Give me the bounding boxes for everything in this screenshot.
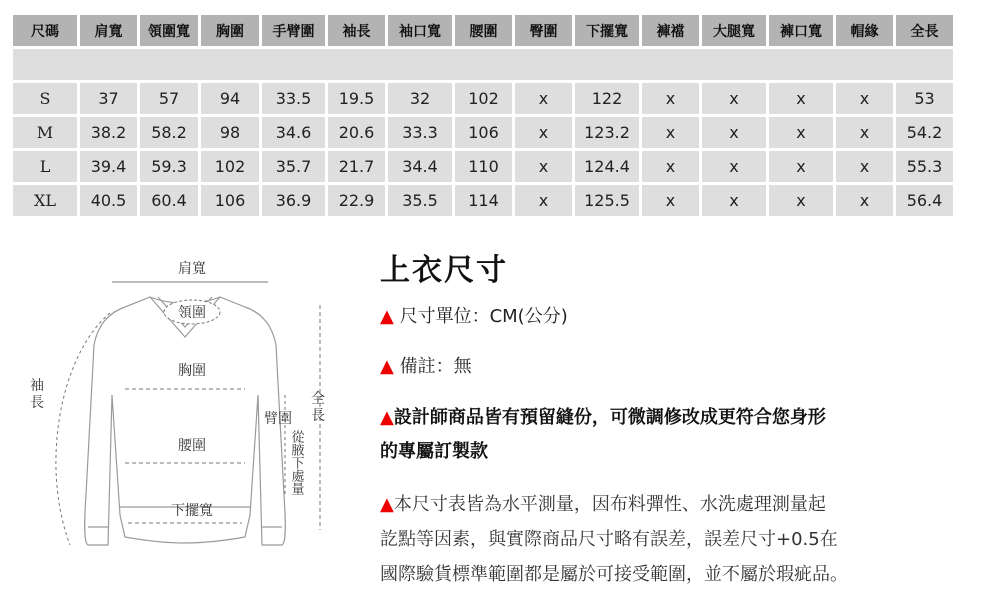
table-cell: 94 — [201, 83, 259, 114]
design-text-2: 的專屬訂製款 — [380, 441, 488, 462]
table-cell: x — [769, 117, 833, 148]
table-cell: x — [515, 117, 572, 148]
triangle-bullet-icon: ▲ — [380, 356, 394, 377]
table-cell: 21.7 — [328, 151, 385, 182]
table-cell: 122 — [575, 83, 639, 114]
table-cell: 98 — [201, 117, 259, 148]
table-cell: 60.4 — [140, 185, 198, 216]
length-label-top: 全 — [311, 391, 325, 407]
table-cell: 33.3 — [388, 117, 452, 148]
measure-text-2: 訖點等因素，與實際商品尺寸略有誤差，誤差尺寸+0.5在 — [380, 529, 838, 550]
header-cell: 臀圍 — [515, 15, 572, 46]
size-notes — [380, 245, 980, 592]
table-cell: 110 — [455, 151, 512, 182]
table-cell: 33.5 — [262, 83, 325, 114]
table-cell: 54.2 — [896, 117, 953, 148]
sleeve-label-top: 袖 — [30, 378, 44, 394]
table-cell: x — [836, 185, 893, 216]
table-cell: x — [702, 151, 766, 182]
table-cell: 106 — [455, 117, 512, 148]
remark-text: 備註：無 — [399, 356, 472, 377]
table-cell: 22.9 — [328, 185, 385, 216]
shoulder-label: 肩寬 — [178, 261, 206, 277]
header-cell: 腰圍 — [455, 15, 512, 46]
header-cell: 手臂圍 — [262, 15, 325, 46]
table-cell: 32 — [388, 83, 452, 114]
table-cell: x — [702, 117, 766, 148]
table-cell: 34.4 — [388, 151, 452, 182]
table-cell: 35.5 — [388, 185, 452, 216]
table-cell: 19.5 — [328, 83, 385, 114]
table-cell: 114 — [455, 185, 512, 216]
table-cell: XL — [13, 185, 77, 216]
table-cell: 39.4 — [80, 151, 137, 182]
measure-note — [380, 487, 980, 592]
chest-label: 胸圍 — [178, 363, 206, 379]
table-cell: 59.3 — [140, 151, 198, 182]
table-cell: x — [642, 117, 699, 148]
table-cell: x — [515, 185, 572, 216]
table-cell: x — [515, 83, 572, 114]
design-note — [380, 401, 980, 469]
table-cell: 58.2 — [140, 117, 198, 148]
table-cell: x — [769, 83, 833, 114]
table-cell: 124.4 — [575, 151, 639, 182]
notes-title: 上衣尺寸 — [380, 253, 508, 288]
measure-text-1: 本尺寸表皆為水平測量，因布料彈性、水洗處理測量起 — [393, 494, 826, 515]
header-cell: 帽緣 — [836, 15, 893, 46]
unit-note — [380, 301, 980, 333]
table-cell: x — [702, 185, 766, 216]
garment-diagram — [0, 245, 360, 580]
header-cell: 肩寬 — [80, 15, 137, 46]
triangle-bullet-icon: ▲ — [380, 306, 394, 327]
collar-label: 領圍 — [178, 305, 206, 321]
table-cell: S — [13, 83, 77, 114]
table-cell: x — [769, 185, 833, 216]
design-text-1: 設計師商品皆有預留縫份，可微調修改成更符合您身形 — [393, 407, 826, 428]
table-cell: x — [642, 83, 699, 114]
header-cell: 袖長 — [328, 15, 385, 46]
table-cell: 125.5 — [575, 185, 639, 216]
header-cell: 領圍寬 — [140, 15, 198, 46]
header-cell: 袖口寬 — [388, 15, 452, 46]
table-row — [13, 151, 953, 182]
header-cell: 全長 — [896, 15, 953, 46]
table-cell: 38.2 — [80, 117, 137, 148]
table-cell: 56.4 — [896, 185, 953, 216]
triangle-bullet-icon: ▲ — [380, 494, 394, 515]
header-cell: 大腿寬 — [702, 15, 766, 46]
header-cell: 下擺寬 — [575, 15, 639, 46]
header-cell: 尺碼 — [13, 15, 77, 46]
table-cell: x — [836, 83, 893, 114]
hem-label: 下擺寬 — [171, 503, 213, 519]
header-cell: 褲口寬 — [769, 15, 833, 46]
remark-note — [380, 351, 980, 383]
table-cell: x — [642, 185, 699, 216]
table-cell: x — [836, 151, 893, 182]
arm-measure-note: 從腋下處量 — [288, 430, 304, 495]
table-cell: x — [836, 117, 893, 148]
table-cell: M — [13, 117, 77, 148]
table-cell: 37 — [80, 83, 137, 114]
sleeve-measure-line — [56, 313, 110, 545]
table-cell: 123.2 — [575, 117, 639, 148]
table-cell: 55.3 — [896, 151, 953, 182]
table-row — [13, 83, 953, 114]
table-cell: L — [13, 151, 77, 182]
table-cell: 35.7 — [262, 151, 325, 182]
length-label-bottom: 長 — [311, 408, 325, 424]
header-cell: 胸圍 — [201, 15, 259, 46]
table-cell: 20.6 — [328, 117, 385, 148]
table-cell: 34.6 — [262, 117, 325, 148]
triangle-bullet-icon: ▲ — [380, 407, 394, 428]
table-cell: 40.5 — [80, 185, 137, 216]
table-cell: x — [642, 151, 699, 182]
table-row — [13, 117, 953, 148]
arm-label: 臂圍 — [264, 411, 292, 427]
sleeve-label-bottom: 長 — [30, 395, 44, 411]
header-cell: 褲襠 — [642, 15, 699, 46]
unit-text: 尺寸單位：CM(公分) — [399, 306, 568, 327]
size-table — [10, 12, 956, 219]
table-cell: x — [702, 83, 766, 114]
table-cell: x — [769, 151, 833, 182]
table-cell: 53 — [896, 83, 953, 114]
table-cell: 106 — [201, 185, 259, 216]
table-row — [13, 185, 953, 216]
table-cell: 36.9 — [262, 185, 325, 216]
table-header-row — [13, 15, 953, 46]
table-cell: 57 — [140, 83, 198, 114]
measure-text-3: 國際驗貨標準範圍都是屬於可接受範圍，並不屬於瑕疵品。 — [380, 564, 848, 585]
table-cell: 102 — [455, 83, 512, 114]
table-cell: 102 — [201, 151, 259, 182]
waist-label: 腰圍 — [178, 438, 206, 454]
table-cell: x — [515, 151, 572, 182]
